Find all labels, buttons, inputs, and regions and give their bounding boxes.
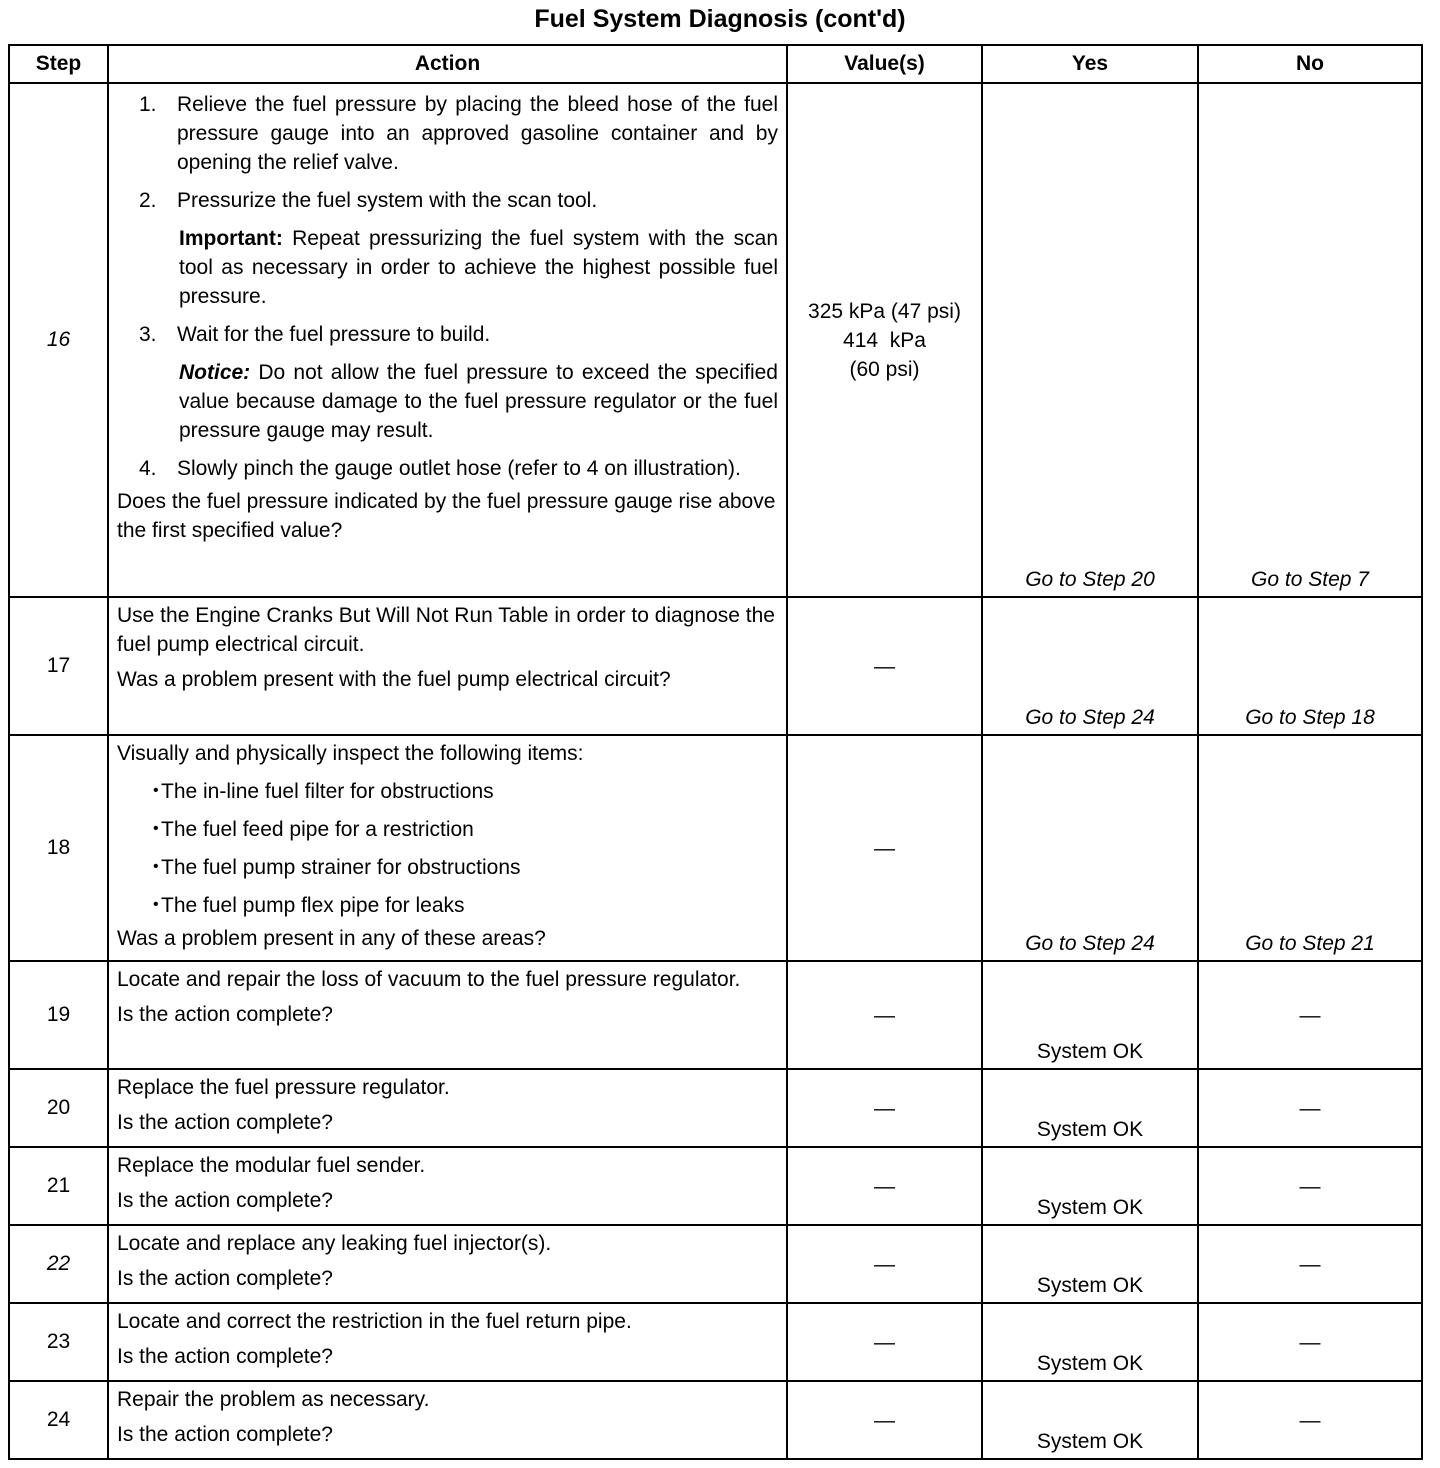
header-row [9, 45, 1422, 83]
question: Is the action complete? [117, 1423, 333, 1446]
question: Is the action complete? [117, 1111, 333, 1134]
value-cell: — [787, 1147, 982, 1225]
header-yes: Yes [982, 45, 1198, 83]
question: Was a problem present in any of these areas? [117, 927, 546, 950]
yes-cell: System OK [982, 1069, 1198, 1147]
no-cell: — [1198, 1303, 1422, 1381]
table-row [9, 1069, 1422, 1147]
step-number: 23 [9, 1303, 108, 1381]
list-item: 4. Slowly pinch the gauge outlet hose (refer to 4 on illustration). [139, 457, 741, 480]
action-cell [108, 1147, 787, 1225]
question: Does the fuel pressure indicated by the fuel pressure gauge rise above the first specified value? [117, 490, 776, 542]
step-number: 20 [9, 1069, 108, 1147]
value-cell: — [787, 597, 982, 735]
step-number: 17 [9, 597, 108, 735]
action-text: Locate and correct the restriction in the fuel return pipe. [117, 1310, 632, 1333]
yes-cell: System OK [982, 1381, 1198, 1459]
table-row [9, 1381, 1422, 1459]
action-cell [108, 1381, 787, 1459]
value-line: 325 kPa (47 psi) [808, 299, 961, 323]
step-number: 18 [9, 735, 108, 961]
list-item: • The in-line fuel filter for obstructions [117, 777, 778, 806]
header-action: Action [108, 45, 787, 83]
yes-cell: Go to Step 24 [982, 597, 1198, 735]
value-line: (60 psi) [849, 357, 920, 381]
action-cell [108, 735, 787, 961]
action-cell [108, 597, 787, 735]
table-row [9, 735, 1422, 961]
yes-cell: System OK [982, 1303, 1198, 1381]
list-item: • The fuel pump strainer for obstructions [117, 853, 778, 882]
no-cell: Go to Step 21 [1198, 735, 1422, 961]
list-item: • The fuel pump flex pipe for leaks [117, 891, 778, 920]
action-text: Locate and replace any leaking fuel injector(s). [117, 1232, 552, 1255]
action-text: Visually and physically inspect the following items: [117, 742, 584, 765]
header-step: Step [9, 45, 108, 83]
no-cell: Go to Step 7 [1198, 83, 1422, 597]
no-cell: — [1198, 961, 1422, 1069]
header-values: Value(s) [787, 45, 982, 83]
list-item: 1. Relieve the fuel pressure by placing the bleed hose of the fuel pressure gauge into an approved gasoline container and by opening the relief valve. [139, 93, 778, 174]
no-cell: — [1198, 1225, 1422, 1303]
header-no: No [1198, 45, 1422, 83]
question: Was a problem present with the fuel pump electrical circuit? [117, 668, 671, 691]
list-item: • The fuel feed pipe for a restriction [117, 815, 778, 844]
list-item: 3. Wait for the fuel pressure to build. [139, 323, 491, 346]
step-number: 21 [9, 1147, 108, 1225]
notice-note: Notice: Do not allow the fuel pressure to exceed the specified value because damage to the fuel pressure regulator or the fuel pressure gauge may result. [179, 361, 778, 442]
action-cell [108, 961, 787, 1069]
page-title: Fuel System Diagnosis (cont'd) [534, 5, 906, 33]
action-text: Use the Engine Cranks But Will Not Run Table in order to diagnose the fuel pump electrical circuit. [117, 604, 775, 656]
value-cell: — [787, 1303, 982, 1381]
action-text: Replace the fuel pressure regulator. [117, 1076, 450, 1099]
action-cell [108, 1303, 787, 1381]
table-row [9, 83, 1422, 597]
action-text: Replace the modular fuel sender. [117, 1154, 426, 1177]
action-cell [108, 83, 787, 597]
no-cell: — [1198, 1069, 1422, 1147]
important-note: Important: Repeat pressurizing the fuel system with the scan tool as necessary in order to achieve the highest possible fuel pressure. [179, 227, 778, 308]
step-number: 24 [9, 1381, 108, 1459]
table-row [9, 1303, 1422, 1381]
list-item: 2. Pressurize the fuel system with the scan tool. [139, 189, 598, 212]
question: Is the action complete? [117, 1003, 333, 1026]
step-number: 22 [9, 1225, 108, 1303]
value-cell [787, 83, 982, 597]
value-cell: — [787, 1069, 982, 1147]
table-row [9, 1225, 1422, 1303]
value-cell: — [787, 1381, 982, 1459]
yes-cell: System OK [982, 961, 1198, 1069]
question: Is the action complete? [117, 1189, 333, 1212]
action-cell [108, 1225, 787, 1303]
action-text: Repair the problem as necessary. [117, 1388, 430, 1411]
question: Is the action complete? [117, 1345, 333, 1368]
action-text: Locate and repair the loss of vacuum to the fuel pressure regulator. [117, 968, 741, 991]
step-number: 16 [9, 83, 108, 597]
yes-cell: Go to Step 20 [982, 83, 1198, 597]
yes-cell: System OK [982, 1225, 1198, 1303]
yes-cell: Go to Step 24 [982, 735, 1198, 961]
value-cell: — [787, 735, 982, 961]
value-cell: — [787, 961, 982, 1069]
diagnosis-table [8, 44, 1423, 1460]
question: Is the action complete? [117, 1267, 333, 1290]
value-line: 414 kPa [843, 328, 926, 352]
yes-cell: System OK [982, 1147, 1198, 1225]
table-row [9, 1147, 1422, 1225]
no-cell: Go to Step 18 [1198, 597, 1422, 735]
no-cell: — [1198, 1147, 1422, 1225]
step-number: 19 [9, 961, 108, 1069]
table-row [9, 961, 1422, 1069]
no-cell: — [1198, 1381, 1422, 1459]
action-cell [108, 1069, 787, 1147]
table-row [9, 597, 1422, 735]
value-cell: — [787, 1225, 982, 1303]
